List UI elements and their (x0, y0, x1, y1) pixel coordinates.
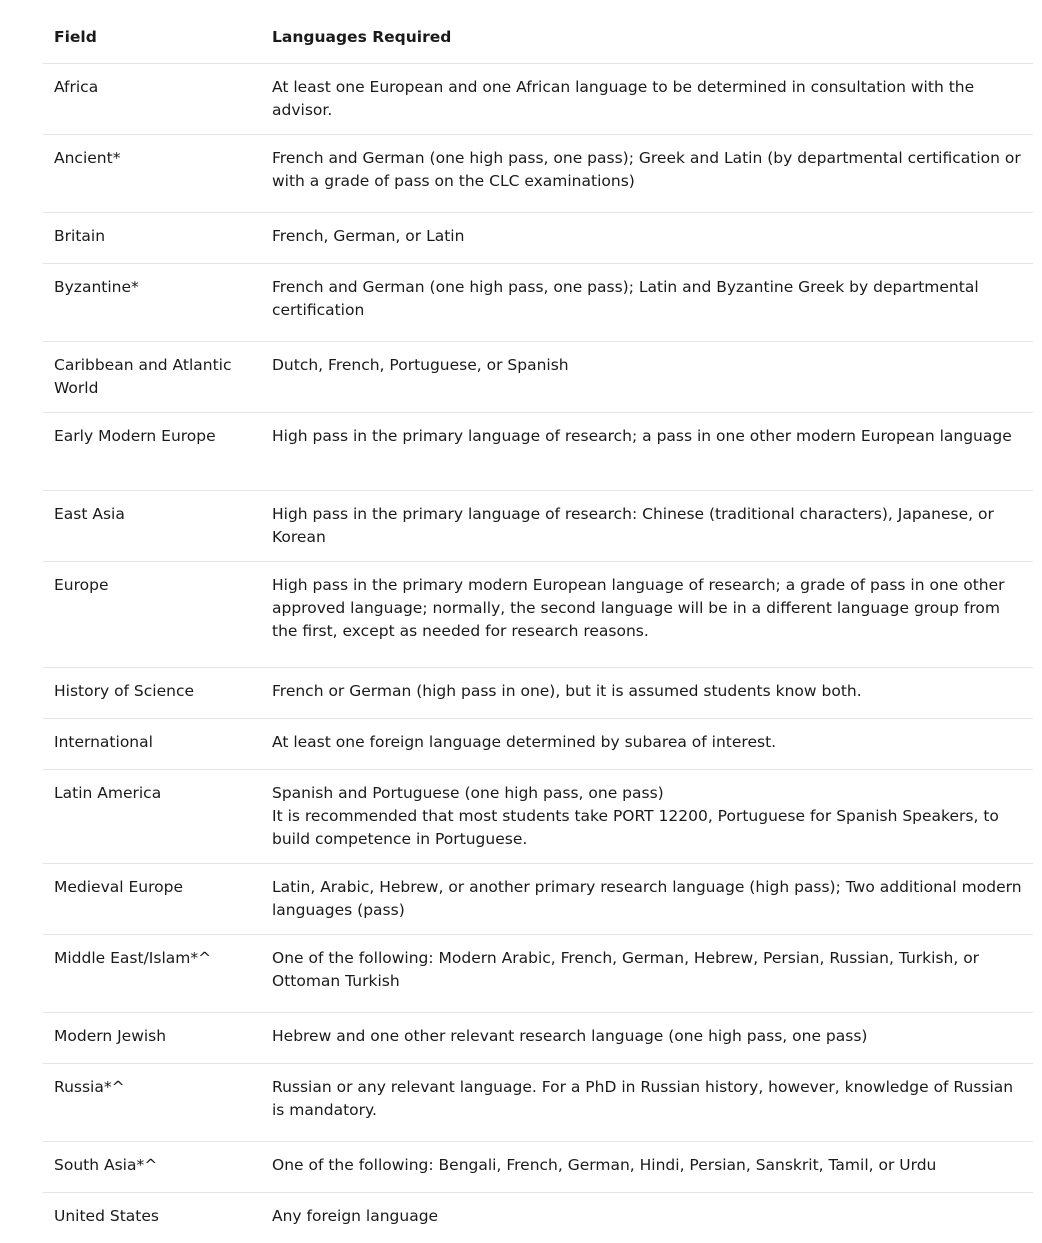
languages-cell (261, 1193, 1033, 1243)
table-row (43, 413, 1033, 491)
languages-text: Any foreign language (272, 1205, 1027, 1228)
languages-text: Russian or any relevant language. For a PhD in Russian history, however, knowledge of Russian is mandatory. (272, 1076, 1027, 1122)
languages-text: Latin, Arabic, Hebrew, or another primary research language (high pass); Two additional modern languages (pass) (272, 876, 1027, 922)
languages-text: Spanish and Portuguese (one high pass, one pass) (272, 782, 1027, 805)
table-row (43, 1064, 1033, 1142)
languages-cell (261, 864, 1033, 935)
table-row (43, 770, 1033, 864)
table-row (43, 935, 1033, 1013)
languages-text: Hebrew and one other relevant research language (one high pass, one pass) (272, 1025, 1027, 1048)
field-cell: East Asia (43, 491, 261, 562)
field-cell: Europe (43, 562, 261, 668)
field-cell: Early Modern Europe (43, 413, 261, 491)
table-row (43, 64, 1033, 135)
table-row (43, 719, 1033, 770)
languages-cell (261, 719, 1033, 770)
languages-cell (261, 135, 1033, 213)
table-row (43, 1193, 1033, 1243)
languages-cell (261, 264, 1033, 342)
field-cell: History of Science (43, 668, 261, 719)
languages-cell (261, 1064, 1033, 1142)
table-row (43, 264, 1033, 342)
field-cell: Africa (43, 64, 261, 135)
languages-text: At least one foreign language determined by subarea of interest. (272, 731, 1027, 754)
languages-cell (261, 1142, 1033, 1193)
languages-note: It is recommended that most students take PORT 12200, Portuguese for Spanish Speakers, to build competence in Portuguese. (272, 805, 1027, 851)
languages-cell (261, 342, 1033, 413)
languages-text: French and German (one high pass, one pass); Greek and Latin (by departmental certification or with a grade of pass on the CLC examinations) (272, 147, 1027, 193)
header-languages-required: Languages Required (261, 12, 1033, 64)
field-cell: Caribbean and Atlantic World (43, 342, 261, 413)
languages-cell (261, 770, 1033, 864)
field-cell: South Asia*^ (43, 1142, 261, 1193)
table-row (43, 342, 1033, 413)
languages-text: Dutch, French, Portuguese, or Spanish (272, 354, 1027, 377)
languages-cell (261, 491, 1033, 562)
field-cell: Byzantine* (43, 264, 261, 342)
languages-cell (261, 935, 1033, 1013)
table-row (43, 864, 1033, 935)
languages-cell (261, 1013, 1033, 1064)
table-header-row (43, 12, 1033, 64)
languages-text: One of the following: Bengali, French, German, Hindi, Persian, Sanskrit, Tamil, or Urdu (272, 1154, 1027, 1177)
field-cell: Modern Jewish (43, 1013, 261, 1064)
field-cell: Britain (43, 213, 261, 264)
languages-text: At least one European and one African language to be determined in consultation with the advisor. (272, 76, 1027, 122)
field-cell: Ancient* (43, 135, 261, 213)
languages-cell (261, 413, 1033, 491)
language-requirements-table (43, 12, 1033, 1243)
table-row (43, 135, 1033, 213)
field-cell: Russia*^ (43, 1064, 261, 1142)
languages-cell (261, 64, 1033, 135)
table-row (43, 1013, 1033, 1064)
languages-cell (261, 213, 1033, 264)
field-cell: International (43, 719, 261, 770)
languages-text: French or German (high pass in one), but it is assumed students know both. (272, 680, 1027, 703)
languages-cell (261, 562, 1033, 668)
field-cell: United States (43, 1193, 261, 1243)
table-row (43, 491, 1033, 562)
languages-text: French and German (one high pass, one pass); Latin and Byzantine Greek by departmental certification (272, 276, 1027, 322)
field-cell: Middle East/Islam*^ (43, 935, 261, 1013)
header-field: Field (43, 12, 261, 64)
field-cell: Medieval Europe (43, 864, 261, 935)
languages-text: High pass in the primary modern European language of research; a grade of pass in one other approved language; normally, the second language will be in a different language group from the first, except as needed for research reasons. (272, 574, 1027, 643)
languages-text: High pass in the primary language of research; a pass in one other modern European language (272, 425, 1027, 448)
field-cell: Latin America (43, 770, 261, 864)
languages-text: One of the following: Modern Arabic, French, German, Hebrew, Persian, Russian, Turkish, or Ottoman Turkish (272, 947, 1027, 993)
languages-text: High pass in the primary language of research: Chinese (traditional characters), Japanese, or Korean (272, 503, 1027, 549)
table-row (43, 562, 1033, 668)
table-row (43, 668, 1033, 719)
languages-text: French, German, or Latin (272, 225, 1027, 248)
table-row (43, 213, 1033, 264)
table-row (43, 1142, 1033, 1193)
languages-cell (261, 668, 1033, 719)
